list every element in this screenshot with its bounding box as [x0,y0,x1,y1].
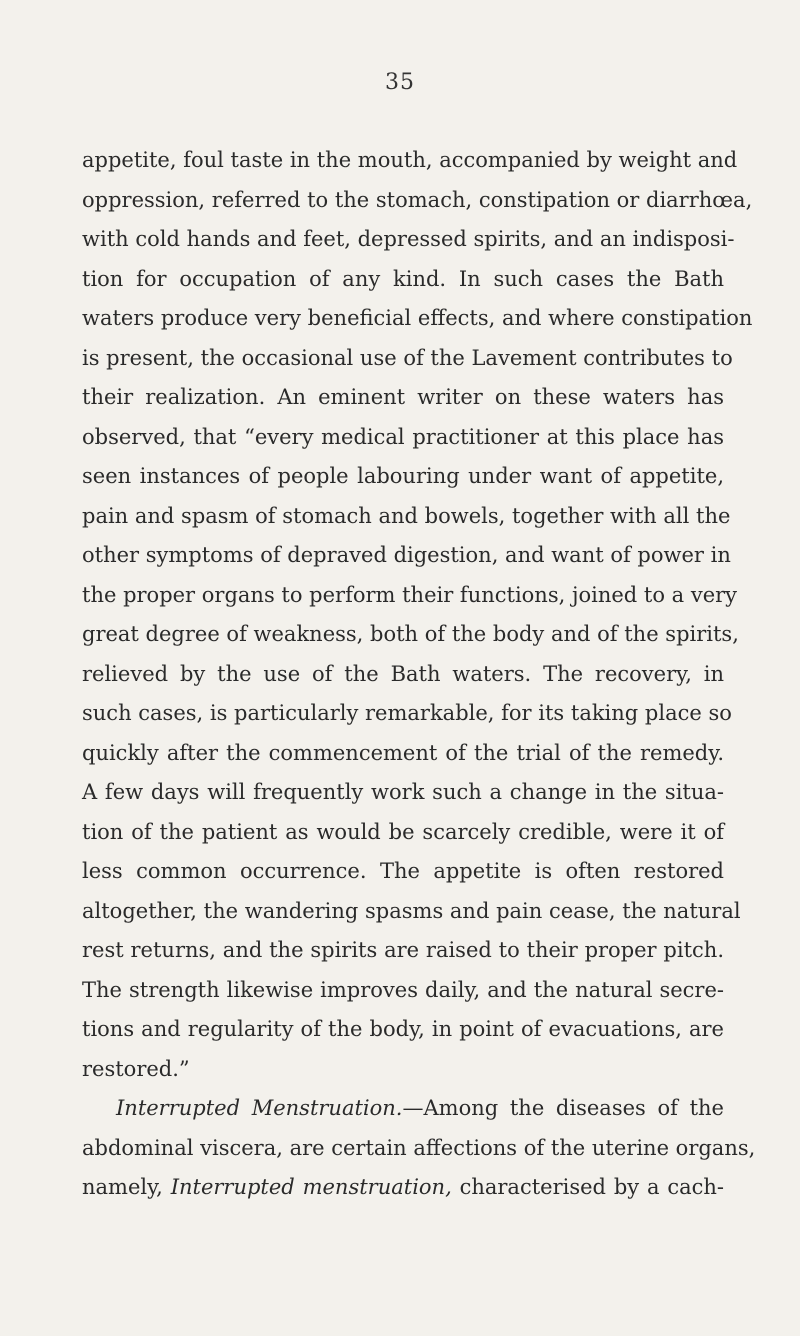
text-line [82,1050,724,1090]
text-line [82,694,732,734]
text-line [82,734,724,774]
text-line [82,418,724,458]
text-segment: The strength likewise improves daily, and the natural secre- [82,977,724,1002]
text-segment: quickly after the commencement of the trial of the remedy. [82,740,724,765]
text-segment: relieved by the use of the Bath waters. The recovery, in [82,661,724,686]
text-line [82,141,738,181]
page-number: 35 [385,70,415,95]
text-segment: less common occurrence. The appetite is often restored [82,859,724,883]
text-segment: characterised by a cach- [451,1175,724,1199]
text-line [82,931,724,971]
text-segment: such cases, is particularly remarkable, for its taking place so [82,701,732,725]
text-segment: the proper organs to perform their functions, joined to a very [82,582,738,607]
text-segment: seen instances of people labouring under want of appetite, [82,464,724,488]
text-line [82,260,724,300]
text-segment: tion for occupation of any kind. In such cases the Bath [82,266,724,291]
text-segment: oppression, referred to the stomach, constipation or diarrhœa, [82,187,753,212]
text-line [82,1168,724,1208]
text-segment: tions and regularity of the body, in point of evacuations, are [82,1017,724,1041]
text-line [82,1089,724,1129]
text-segment: great degree of weakness, both of the body and of the spirits, [82,622,739,646]
text-segment: other symptoms of depraved digestion, and want of power in [82,543,731,567]
text-line [82,378,724,418]
text-segment: A few days will frequently work such a change in the situa- [82,780,724,804]
text-line [82,655,724,695]
text-segment: tion of the patient as would be scarcely credible, were it of [82,819,724,844]
body-text [82,141,756,1208]
text-segment: is present, the occasional use of the Lavement contributes to [82,345,733,370]
text-line [82,576,738,616]
text-segment: rest returns, and the spirits are raised to their proper pitch. [82,938,724,962]
text-line [82,892,741,932]
text-segment: restored.” [82,1056,190,1081]
text-line [82,536,731,576]
text-line [82,220,735,260]
text-segment: abdominal viscera, are certain affections of the uterine organs, [82,1135,756,1160]
text-segment: appetite, foul taste in the mouth, accompanied by weight and [82,148,738,172]
text-line [82,457,724,497]
text-line [82,1129,756,1169]
text-segment: observed, that “every medical practitioner at this place has [82,424,724,449]
text-line [82,181,753,221]
text-line [82,1010,724,1050]
text-segment: their realization. An eminent writer on these waters has [82,385,724,409]
text-line [82,773,724,813]
italic-text: Interrupted Menstruation. [116,1096,403,1120]
text-line [82,813,724,853]
text-line [82,615,739,655]
text-line [82,971,724,1011]
text-line [82,339,733,379]
text-segment: —Among the diseases of the [402,1096,724,1120]
text-segment: namely, [82,1175,171,1199]
text-line [82,299,753,339]
text-segment: waters produce very beneficial effects, and where constipation [82,306,753,330]
text-line [82,852,724,892]
text-segment: altogether, the wandering spasms and pain cease, the natural [82,898,741,923]
text-segment: pain and spasm of stomach and bowels, together with all the [82,503,731,528]
italic-text: Interrupted menstruation, [170,1175,452,1199]
text-line [82,497,731,537]
text-segment: with cold hands and feet, depressed spirits, and an indisposi- [82,227,735,251]
